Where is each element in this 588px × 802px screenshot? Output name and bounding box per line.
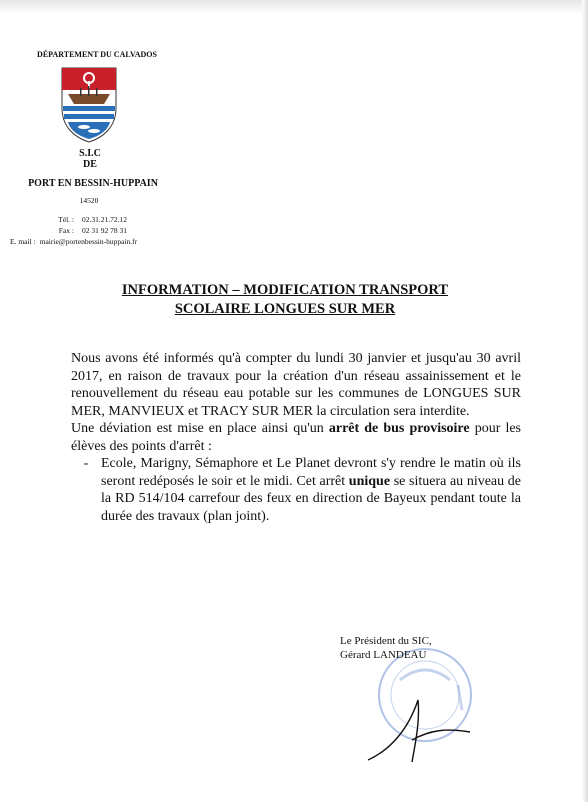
title-line2: SCOLAIRE LONGUES SUR MER bbox=[174, 301, 396, 317]
email-row bbox=[10, 236, 137, 247]
bullet-text bbox=[101, 455, 521, 525]
bullet-text-end: se situera au niveau de la RD 514/104 carrefour des feux en direction de Bayeux pendant toute la durée des travaux (plan joint). bbox=[101, 473, 521, 524]
document-title bbox=[60, 281, 510, 319]
postcode: 14520 bbox=[79, 196, 99, 205]
signatory-role: Le Président du SIC, bbox=[340, 635, 432, 647]
signatory-name: Gérard LANDEAU bbox=[340, 649, 427, 661]
page-edge bbox=[582, 0, 588, 802]
department-heading: DÉPARTEMENT DU CALVADOS bbox=[37, 50, 157, 59]
paragraph-deviation bbox=[71, 420, 521, 455]
deviation-text-start: Une déviation est mise en place ainsi qu'un bbox=[71, 421, 329, 436]
email-value: mairie@portenbessin-huppain.fr bbox=[39, 237, 138, 246]
handwritten-signature-icon bbox=[360, 680, 480, 770]
letter-body bbox=[71, 350, 521, 525]
sic-label bbox=[60, 148, 120, 170]
signatory-block bbox=[340, 634, 432, 662]
bullet-text-bold: unique bbox=[348, 473, 391, 489]
coat-of-arms-icon bbox=[58, 64, 120, 144]
bullet-item bbox=[71, 455, 521, 525]
email-label: E. mail : bbox=[10, 237, 36, 246]
contact-block bbox=[10, 214, 137, 247]
deviation-text-bold: arrêt de bus provisoire bbox=[328, 421, 470, 436]
title-line1: INFORMATION – MODIFICATION TRANSPORT bbox=[121, 282, 449, 298]
deviation-text-end: pour les élèves des points d'arrêt : bbox=[71, 421, 522, 454]
tel-row bbox=[10, 214, 137, 225]
tel-value: 02.31.21.72.12 bbox=[82, 215, 127, 224]
fax-label: Fax : bbox=[58, 226, 74, 235]
tel-label: Tél. : bbox=[58, 215, 74, 224]
fax-row bbox=[10, 225, 137, 236]
bullet-dash: - bbox=[83, 456, 89, 471]
paragraph-closure: Nous avons été informés qu'à compter du lundi 30 janvier et jusqu'au 30 avril 2017, en raison de travaux pour la création d'un réseau assainissement et le renouvellement du réseau eau potable sur les communes de LONGUES SUR MER, MANVIEUX et TRACY SUR MER la circulation sera interdite. bbox=[71, 351, 521, 419]
town-name: PORT EN BESSIN-HUPPAIN bbox=[28, 178, 158, 189]
bullet-text-start: Ecole, Marigny, Sémaphore et Le Planet devront s'y rendre le matin où ils seront redéposés le soir et le midi. Cet arrêt bbox=[101, 456, 521, 489]
sic-line2: DE bbox=[83, 159, 97, 170]
fax-value: 02 31 92 78 31 bbox=[82, 226, 127, 235]
sic-line1: S.I.C bbox=[79, 148, 101, 159]
